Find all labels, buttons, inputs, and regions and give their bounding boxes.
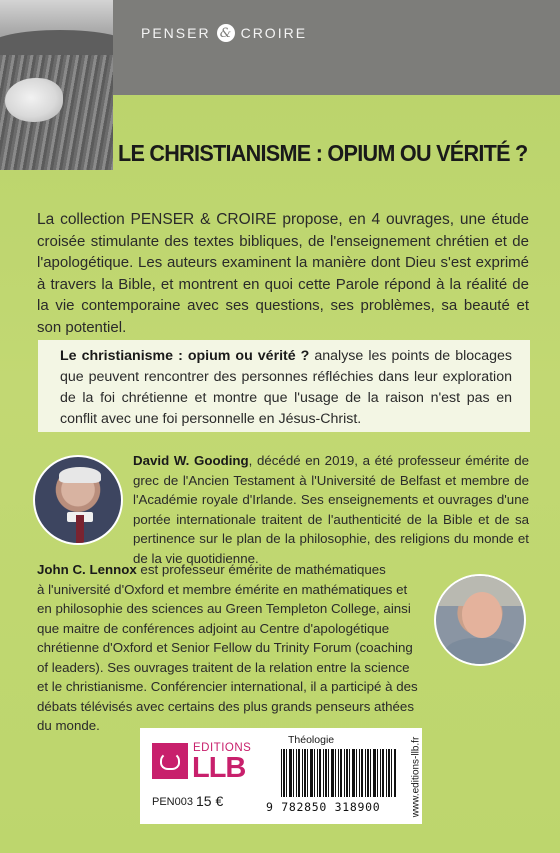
author-text-gooding: , décédé en 2019, a été professeur émérite de grec de l'Ancien Testament à l'Université de Belfast et membre de l'Académie royale d'Irlande. Ses enseignements et ouvrages d'une portée internationale traitent de l'authenticité de la Bible et de sa pertinence sur le plan de la philosophie, des religions du monde et de la vie quotidienne.: [133, 453, 529, 566]
bio-line: chrétienne d'Oxford et Senior Fellow du Trinity Forum (coaching: [37, 640, 413, 655]
portrait-hair: [59, 467, 101, 483]
summary-box: [38, 340, 530, 432]
summary-text: analyse les points de blocages que peuvent rencontrer des personnes réfléchies dans leur exploration de la foi chrétienne et montre que l'usage de la raison n'est pas en conflit avec une foi personnelle en Jésus-Christ.: [60, 348, 512, 427]
price: 15 €: [196, 793, 224, 809]
series-name: [141, 24, 307, 42]
category-label: Théologie: [288, 734, 335, 746]
series-right: CROIRE: [240, 25, 308, 41]
author-name-lennox: John C. Lennox: [37, 562, 137, 577]
photo-flower: [5, 78, 63, 122]
logo-leaf-icon: [160, 752, 180, 770]
series-header: [113, 0, 560, 95]
website-vertical: [410, 734, 422, 820]
bio-line: et le christianisme. Conférencier international, il a participé à des: [37, 679, 418, 694]
publisher-editions: EDITIONS: [193, 742, 252, 754]
bio-line: que maitre de conférences adjoint au Centre d'apologétique: [37, 620, 390, 636]
author-portrait-lennox: [434, 574, 526, 666]
author-bio-gooding: [133, 451, 529, 568]
series-left: PENSER: [141, 25, 211, 41]
publisher-name: LLB: [192, 752, 246, 784]
bio-line: en philosophie des sciences au Green Templeton College, ainsi: [37, 601, 411, 616]
author-name-gooding: David W. Gooding: [133, 453, 249, 468]
bio-line: à l'université d'Oxford et membre émérite en mathématiques et: [37, 581, 408, 597]
cover-photo: [0, 0, 113, 170]
isbn-number: 9 782850 318900: [266, 800, 381, 814]
bio-line: débats télévisés avec certains des plus grands penseurs athées: [37, 698, 414, 714]
website-text: www.editions-llb.fr: [410, 736, 422, 818]
reference-code: PEN003: [152, 796, 193, 808]
portrait-head: [462, 592, 502, 638]
intro-paragraph: [37, 209, 529, 338]
summary-title: Le christianisme : opium ou vérité ?: [60, 348, 310, 364]
intro-first-line: La collection PENSER & CROIRE propose, en 4 ouvrages, une: [37, 211, 486, 228]
portrait-body: [444, 638, 520, 666]
intro-rest: étude croisée stimulante des textes bibliques, de l'enseignement chrétien et de l'apologétique. Les auteurs examinent la manière dont Dieu s'est exprimé à travers la Bible, et montrent en quoi cette Parole répond à la réalité de la vie contemporaine avec ses questions, ses problèmes, sa beauté et son potentiel.: [37, 211, 529, 336]
portrait-tie: [76, 515, 84, 545]
barcode: [281, 749, 396, 797]
author-portrait-gooding: [33, 455, 123, 545]
bio-line: du monde.: [37, 718, 100, 733]
ampersand-icon: &: [217, 24, 235, 42]
bio-line: of leaders). Ses ouvrages traitent de la relation entre la science: [37, 659, 410, 675]
book-title: LE CHRISTIANISME : OPIUM OU VÉRITÉ ?: [118, 140, 528, 166]
bio-line-text: est professeur émérite de mathématiques: [136, 562, 386, 577]
publisher-logo-icon: [152, 743, 188, 779]
